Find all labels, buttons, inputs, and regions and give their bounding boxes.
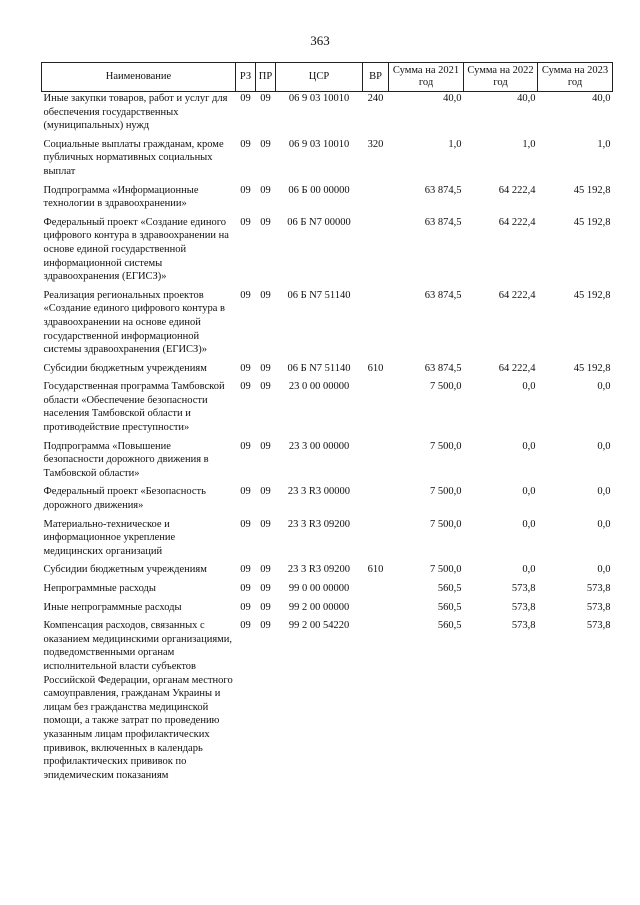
cell-pr: 09: [260, 620, 271, 632]
cell-sum-2022: 64 222,4: [498, 184, 536, 196]
table-row: [42, 184, 613, 216]
cell-pr: 09: [260, 289, 271, 301]
cell-pr: 09: [260, 216, 271, 228]
cell-pr: 09: [260, 381, 271, 393]
table-row: [42, 216, 613, 289]
cell-vr: [363, 289, 389, 362]
cell-sum-2021: 560,5: [437, 583, 462, 594]
cell-sum-2021: 560,5: [437, 620, 462, 632]
cell-sum-2021: 1,0: [448, 138, 462, 150]
cell-csr: 23 3 R3 00000: [287, 486, 351, 498]
cell-vr: [363, 440, 389, 486]
table-row: [42, 362, 613, 381]
table-row: [42, 380, 613, 439]
cell-name: Федеральный проект «Создание единого цифрового контура в здравоохранении на основе единой государственной информационной системы здравоохранения (ЕГИСЗ)»: [43, 216, 229, 283]
cell-sum-2022: 64 222,4: [498, 362, 536, 374]
cell-sum-2023: 45 192,8: [573, 289, 611, 301]
header-csr: ЦСР: [276, 63, 363, 92]
cell-pr: 09: [260, 518, 271, 530]
cell-name: Непрограммные расходы: [43, 583, 156, 594]
cell-csr: 23 3 R3 09200: [287, 518, 351, 530]
cell-sum-2021: 560,5: [437, 601, 462, 613]
cell-vr: [363, 619, 389, 787]
cell-pr: 09: [260, 184, 271, 196]
cell-name: Государственная программа Тамбовской области «Обеспечение безопасности населения Тамбовской области и противодействие преступности»: [43, 381, 225, 434]
header-name: Наименование: [42, 63, 236, 92]
cell-sum-2023: 0,0: [597, 381, 611, 393]
cell-csr: 06 9 03 10010: [288, 138, 350, 150]
cell-vr: [363, 485, 389, 517]
table-row: [42, 582, 613, 601]
cell-sum-2022: 64 222,4: [498, 289, 536, 301]
cell-vr: [363, 216, 389, 289]
table-row: [42, 440, 613, 486]
cell-csr: 23 3 R3 09200: [287, 564, 351, 576]
cell-rz: 09: [240, 362, 251, 374]
cell-sum-2022: 0,0: [522, 381, 536, 393]
cell-name: Иные закупки товаров, работ и услуг для обеспечения государственных (муниципальных) нужд: [43, 93, 228, 132]
cell-sum-2021: 63 874,5: [424, 362, 462, 374]
cell-csr: 99 0 00 00000: [288, 583, 350, 594]
cell-pr: 09: [260, 362, 271, 374]
cell-sum-2022: 573,8: [511, 601, 536, 613]
cell-sum-2023: 45 192,8: [573, 184, 611, 196]
cell-pr: 09: [260, 440, 271, 452]
cell-sum-2021: 40,0: [443, 93, 462, 104]
cell-vr: [363, 601, 389, 620]
table-row: [42, 485, 613, 517]
cell-sum-2021: 7 500,0: [430, 564, 462, 576]
header-rz: РЗ: [236, 63, 256, 92]
cell-rz: 09: [240, 216, 251, 228]
cell-sum-2023: 0,0: [597, 518, 611, 530]
cell-pr: 09: [260, 564, 271, 576]
cell-sum-2023: 0,0: [597, 564, 611, 576]
cell-sum-2022: 0,0: [522, 564, 536, 576]
page-number: 363: [310, 33, 330, 48]
cell-sum-2023: 1,0: [597, 138, 611, 150]
cell-rz: 09: [240, 486, 251, 498]
cell-name: Федеральный проект «Безопасность дорожного движения»: [43, 486, 206, 512]
cell-rz: 09: [240, 601, 251, 613]
cell-rz: 09: [240, 583, 251, 594]
cell-vr: 610: [367, 564, 384, 576]
cell-rz: 09: [240, 440, 251, 452]
table-row: [42, 619, 613, 787]
cell-rz: 09: [240, 138, 251, 150]
cell-name: Социальные выплаты гражданам, кроме публичных нормативных социальных выплат: [43, 138, 224, 177]
cell-sum-2021: 7 500,0: [430, 518, 462, 530]
cell-sum-2023: 45 192,8: [573, 216, 611, 228]
cell-csr: 23 0 00 00000: [288, 381, 350, 393]
cell-vr: 320: [367, 138, 384, 150]
cell-rz: 09: [240, 93, 251, 104]
cell-sum-2023: 573,8: [586, 583, 611, 594]
header-vr: ВР: [363, 63, 389, 92]
cell-sum-2021: 7 500,0: [430, 381, 462, 393]
cell-pr: 09: [260, 486, 271, 498]
cell-rz: 09: [240, 289, 251, 301]
cell-sum-2022: 0,0: [522, 518, 536, 530]
table-row: [42, 601, 613, 620]
cell-vr: [363, 582, 389, 601]
cell-vr: [363, 518, 389, 564]
cell-name: Подпрограмма «Повышение безопасности дорожного движения в Тамбовской области»: [43, 440, 209, 479]
cell-name: Реализация региональных проектов «Создание единого цифрового контура в здравоохранении на основе единой государственной информационной системы здравоохранения (ЕГИСЗ)»: [43, 289, 225, 356]
cell-csr: 06 9 03 10010: [288, 93, 350, 104]
cell-sum-2022: 0,0: [522, 486, 536, 498]
header-sum-2021: Сумма на 2021 год: [389, 63, 464, 92]
cell-vr: 610: [367, 362, 384, 374]
cell-csr: 06 Б N7 00000: [287, 216, 351, 228]
cell-pr: 09: [260, 601, 271, 613]
cell-sum-2021: 63 874,5: [424, 184, 462, 196]
cell-csr: 99 2 00 00000: [288, 601, 350, 613]
cell-name: Материально-техническое и информационное укрепление медицинских организаций: [43, 518, 176, 557]
cell-name: Компенсация расходов, связанных с оказанием медицинскими организациями, подведомственными органам исполнительной власти субъектов Российской Федерации, органам местного самоуправления, гражданам Украины и лицам без гражданства медицинской помощи, а также затрат по проведению указанным лицам профилактических прививок, включенных в календарь профилактических прививок по эпидемическим показаниям: [43, 620, 233, 781]
cell-csr: 99 2 00 54220: [288, 620, 350, 632]
cell-csr: 23 3 00 00000: [288, 440, 350, 452]
cell-sum-2023: 573,8: [586, 601, 611, 613]
cell-name: Субсидии бюджетным учреждениям: [43, 564, 207, 576]
cell-csr: 06 Б N7 51140: [287, 289, 351, 301]
header-sum-2022: Сумма на 2022 год: [464, 63, 538, 92]
cell-sum-2021: 7 500,0: [430, 486, 462, 498]
table-row: [42, 563, 613, 582]
cell-sum-2022: 573,8: [511, 620, 536, 632]
cell-pr: 09: [260, 583, 271, 594]
cell-sum-2022: 40,0: [517, 93, 536, 104]
cell-rz: 09: [240, 184, 251, 196]
cell-sum-2023: 573,8: [586, 620, 611, 632]
cell-sum-2021: 63 874,5: [424, 289, 462, 301]
cell-sum-2021: 7 500,0: [430, 440, 462, 452]
cell-csr: 06 Б N7 51140: [287, 362, 351, 374]
cell-pr: 09: [260, 93, 271, 104]
table-body: [42, 92, 613, 788]
cell-sum-2023: 45 192,8: [573, 362, 611, 374]
cell-sum-2022: 573,8: [511, 583, 536, 594]
cell-rz: 09: [240, 518, 251, 530]
cell-sum-2023: 0,0: [597, 440, 611, 452]
table-row: [42, 138, 613, 184]
cell-rz: 09: [240, 381, 251, 393]
cell-rz: 09: [240, 564, 251, 576]
table-row: [42, 518, 613, 564]
budget-table: [41, 62, 613, 787]
cell-sum-2022: 0,0: [522, 440, 536, 452]
cell-sum-2023: 0,0: [597, 486, 611, 498]
cell-name: Подпрограмма «Информационные технологии в здравоохранении»: [43, 184, 199, 210]
table-header: [42, 63, 613, 92]
header-sum-2023: Сумма на 2023 год: [538, 63, 613, 92]
cell-vr: [363, 184, 389, 216]
header-pr: ПР: [256, 63, 276, 92]
cell-rz: 09: [240, 620, 251, 632]
cell-sum-2021: 63 874,5: [424, 216, 462, 228]
cell-sum-2023: 40,0: [592, 93, 611, 104]
cell-vr: 240: [367, 93, 384, 104]
cell-pr: 09: [260, 138, 271, 150]
cell-csr: 06 Б 00 00000: [288, 184, 350, 196]
cell-vr: [363, 380, 389, 439]
cell-name: Субсидии бюджетным учреждениям: [43, 362, 207, 374]
table-row: [42, 92, 613, 138]
cell-sum-2022: 64 222,4: [498, 216, 536, 228]
cell-name: Иные непрограммные расходы: [43, 601, 182, 613]
cell-sum-2022: 1,0: [522, 138, 536, 150]
table-row: [42, 289, 613, 362]
